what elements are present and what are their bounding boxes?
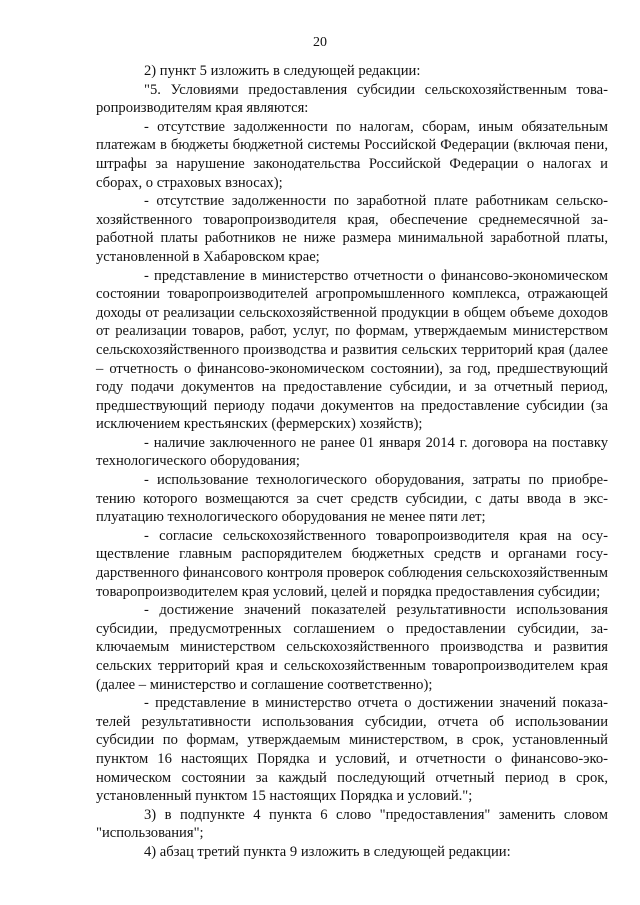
- paragraph-condition-performance-indicators: - достижение значений показателей результативности использования субсидии, предусмотренных соглашением о предоставлении субсидии, заключаемым министерством сельскохозяйственного производства и развития сельских территорий края и сельскохозяйственным товаропроизводителем края (далее – министерство и соглашение соответственно);: [96, 602, 608, 693]
- paragraph-clause-5-heading: "5. Условиями предоставления субсидии сельскохозяйственным товаропроизводителям края являются:: [96, 81, 608, 117]
- paragraph-condition-supply-contract: - наличие заключенного не ранее 01 января 2014 г. договора на поставку технологического оборудования;: [96, 434, 608, 470]
- paragraph-condition-no-wage-debt: - отсутствие задолженности по заработной плате работникам сельскохозяйственного товаропроизводителя края, обеспечение среднемесячной заработной платы работников не ниже размера минимальной заработной платы, установленной в Хабаровском крае;: [96, 193, 608, 265]
- paragraph-condition-equipment-use: - использование технологического оборудования, затраты по приобретению которого возмещаются за счет средств субсидии, с даты ввода в эксплуатацию технологического оборудования не менее пяти лет;: [96, 472, 608, 526]
- paragraph-item-2-intro: 2) пункт 5 изложить в следующей редакции:: [144, 63, 421, 79]
- paragraph-item-4: 4) абзац третий пункта 9 изложить в следующей редакции:: [144, 843, 511, 860]
- paragraph-condition-consent-to-audit: - согласие сельскохозяйственного товаропроизводителя края на осуществление главным распорядителем бюджетных средств и органами государственного финансового контроля проверок соблюдения сельскохозяйственным товаропроизводителем края условий, целей и порядка предоставления субсидии;: [96, 527, 608, 600]
- paragraph-condition-no-tax-debt: - отсутствие задолженности по налогам, сборам, иным обязательным платежам в бюджеты бюджетной системы Российской Федерации (включая пени, штрафы за нарушение законодательства Российской Федерации о налогах и сборах, о страховых взносах);: [96, 118, 608, 191]
- page-number: 20: [313, 35, 327, 50]
- paragraph-condition-report-submission: - представление в министерство отчета о достижении значений показателей результативности использования субсидии, отчета об использовании субсидии по формам, утверждаемым министерством, в срок, установленный пунктом 16 настоящих Порядка и условий, и отчетности о финансово-экономическом состоянии за каждый последующий отчетный период в срок, установленный пунктом 15 настоящих Порядка и условий.";: [96, 695, 608, 805]
- document-body: [96, 62, 608, 862]
- paragraph-condition-financial-reporting: - представление в министерство отчетности о финансово-экономическом состоянии товаропроизводителей агропромышленного комплекса, отражающей доходы от реализации сельскохозяйственной продукции в общем объеме доходов от реализации товаров, работ, услуг, по формам, утверждаемым министерством сельскохозяйственного производства и развития сельских территорий края (далее – отчетность о финансово-экономическом состоянии), за год, предшествующий году подачи документов на предоставление субсидии, и за отчетный период, предшествующий периоду подачи документов на предоставление субсидии (за исключением крестьянских (фермерских) хозяйств);: [96, 267, 608, 433]
- paragraph-item-3: 3) в подпункте 4 пункта 6 слово "предоставления" заменить словом "использования";: [96, 806, 608, 842]
